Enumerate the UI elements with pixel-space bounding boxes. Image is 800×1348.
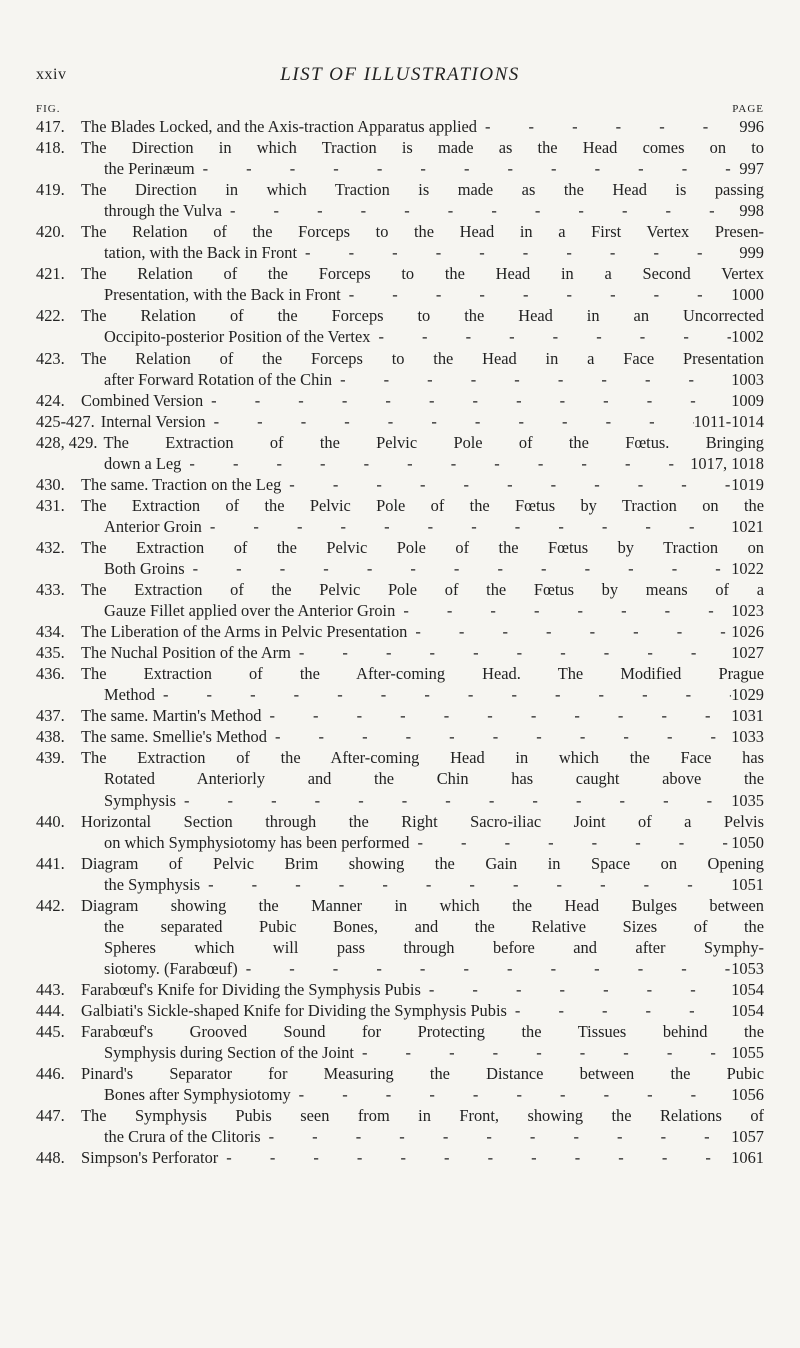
list-item xyxy=(36,979,764,1000)
entry-line xyxy=(36,663,764,684)
entry-line xyxy=(36,326,764,347)
entry-title: tation, with the Back in Front xyxy=(104,243,298,263)
dot-leader xyxy=(507,1000,731,1021)
entry-line xyxy=(36,937,764,958)
page-reference: 1033 xyxy=(731,727,764,747)
entry-line xyxy=(36,158,764,179)
figure-number: 424. xyxy=(36,390,65,410)
figure-number: 431. xyxy=(36,495,65,515)
figure-number: 435. xyxy=(36,643,65,663)
page-reference: 1019 xyxy=(731,474,764,494)
entry-line xyxy=(36,832,764,853)
entry-title: Bones after Symphysiotomy xyxy=(104,1085,291,1105)
list-item xyxy=(36,621,764,642)
entry-title: The same. Smellie's Method xyxy=(81,727,267,747)
dot-leader xyxy=(341,284,731,305)
entry-title: The Blades Locked, and the Axis-traction Apparatus applied xyxy=(81,117,477,136)
entry-title: Presentation, with the Back in Front xyxy=(104,285,341,305)
entry-line xyxy=(36,137,764,158)
dot-leader xyxy=(181,453,690,474)
page-reference: 1050 xyxy=(731,832,764,852)
dot-leader xyxy=(185,558,732,579)
entry-line xyxy=(36,726,764,747)
entry-title: the Crura of the Clitoris xyxy=(104,1127,261,1147)
list-item xyxy=(36,179,764,221)
entry-title: The Extraction of the After-coming Head in which the Face has xyxy=(81,748,764,768)
entry-line xyxy=(36,474,764,495)
entry-line xyxy=(36,1147,764,1168)
entry-line xyxy=(36,600,764,621)
entry-line xyxy=(36,853,764,874)
list-item xyxy=(36,305,764,347)
entry-title: The Relation of the Forceps to the Head in a First Vertex Presen- xyxy=(81,222,764,242)
entry-line xyxy=(36,1021,764,1042)
entry-title: The Extraction of the Pelvic Pole of the Fœtus by Traction on the xyxy=(81,495,764,515)
entry-line xyxy=(36,747,764,768)
entry-line xyxy=(36,411,764,432)
figure-number: 447. xyxy=(36,1106,65,1126)
dot-leader xyxy=(218,1147,731,1168)
dot-leader xyxy=(155,684,731,705)
list-item xyxy=(36,348,764,390)
dot-leader xyxy=(206,411,694,432)
list-item xyxy=(36,705,764,726)
dot-leader xyxy=(176,790,731,811)
entry-title: down a Leg xyxy=(104,453,182,473)
dot-leader xyxy=(261,705,731,726)
entry-title: Farabœuf's Grooved Sound for Protecting the Tissues behind the xyxy=(81,1022,764,1042)
figure-number: 439. xyxy=(36,748,65,768)
entry-line xyxy=(36,348,764,369)
figure-number: 437. xyxy=(36,706,65,726)
dot-leader xyxy=(238,958,732,979)
dot-leader xyxy=(421,979,731,1000)
list-item xyxy=(36,811,764,853)
page-reference: 997 xyxy=(739,159,764,179)
entry-line xyxy=(36,179,764,200)
dot-leader xyxy=(477,116,739,137)
figure-number: 422. xyxy=(36,306,65,326)
entry-title: The Relation of the Forceps to the Head in a Second Vertex xyxy=(81,264,764,284)
entry-line xyxy=(36,432,764,453)
entry-line xyxy=(36,263,764,284)
entry-line xyxy=(36,516,764,537)
entry-line xyxy=(36,284,764,305)
entry-line xyxy=(36,242,764,263)
dot-leader xyxy=(267,726,731,747)
entry-title: The same. Traction on the Leg xyxy=(81,474,282,494)
figure-number: 445. xyxy=(36,1022,65,1042)
entry-title: Pinard's Separator for Measuring the Distance between the Pubic xyxy=(81,1064,764,1084)
figure-number: 417. xyxy=(36,117,65,136)
entry-line xyxy=(36,537,764,558)
entry-title: The Nuchal Position of the Arm xyxy=(81,643,291,663)
list-item xyxy=(36,137,764,179)
list-item xyxy=(36,1063,764,1105)
dot-leader xyxy=(202,516,731,537)
entry-title: the Perinæum xyxy=(104,159,195,179)
entry-line xyxy=(36,1063,764,1084)
figure-number: 419. xyxy=(36,180,65,200)
list-item xyxy=(36,663,764,705)
running-head xyxy=(0,64,800,88)
entry-line xyxy=(36,221,764,242)
entry-title: Method xyxy=(104,685,155,705)
list-item xyxy=(36,432,764,474)
entry-line xyxy=(36,768,764,789)
entry-title: The Symphysis Pubis seen from in Front, showing the Relations of xyxy=(81,1106,764,1126)
figure-number: 432. xyxy=(36,537,65,557)
figure-number: 441. xyxy=(36,853,65,873)
list-item xyxy=(36,263,764,305)
entry-title: Diagram showing the Manner in which the Head Bulges between xyxy=(81,895,764,915)
list-item xyxy=(36,537,764,579)
entry-title: Diagram of Pelvic Brim showing the Gain in Space on Opening xyxy=(81,853,764,873)
entry-line xyxy=(36,874,764,895)
figure-number: 444. xyxy=(36,1000,65,1020)
figure-number: 425-427. xyxy=(36,411,95,431)
figure-number: 436. xyxy=(36,664,65,684)
fig-column-label: FIG. xyxy=(36,103,61,115)
entry-title: Spheres which will pass through before and after Symphy- xyxy=(104,937,764,957)
entry-title: Horizontal Section through the Right Sacro-iliac Joint of a Pelvis xyxy=(81,811,764,831)
list-item xyxy=(36,474,764,495)
entry-title: on which Symphysiotomy has been performed xyxy=(104,832,410,852)
entry-title: The same. Martin's Method xyxy=(81,706,262,726)
list-item xyxy=(36,726,764,747)
entry-title: Rotated Anteriorly and the Chin has caught above the xyxy=(104,769,764,789)
list-item xyxy=(36,1105,764,1147)
list-item xyxy=(36,895,764,979)
figure-number: 421. xyxy=(36,264,65,284)
entry-title: Anterior Groin xyxy=(104,516,202,536)
page-reference: 996 xyxy=(739,117,764,136)
entry-title: The Relation of the Forceps to the Head in a Face Presentation xyxy=(81,348,764,368)
dot-leader xyxy=(261,1126,732,1147)
entry-line xyxy=(36,116,764,137)
entry-line xyxy=(36,495,764,516)
list-item xyxy=(36,390,764,411)
dot-leader xyxy=(281,474,731,495)
figure-number: 448. xyxy=(36,1148,65,1168)
entry-title: Simpson's Perforator xyxy=(81,1148,219,1168)
dot-leader xyxy=(395,600,731,621)
illustrations-list xyxy=(36,116,764,1168)
entry-title: The Direction in which Traction is made as the Head is passing xyxy=(81,180,764,200)
page-reference: 1054 xyxy=(731,1000,764,1020)
figure-number: 446. xyxy=(36,1064,65,1084)
dot-leader xyxy=(222,200,739,221)
entry-title: Occipito-posterior Position of the Vertex xyxy=(104,327,371,347)
dot-leader xyxy=(291,1084,732,1105)
page-reference: 998 xyxy=(739,201,764,221)
figure-number: 434. xyxy=(36,622,65,642)
entry-line xyxy=(36,1000,764,1021)
figure-number: 442. xyxy=(36,895,65,915)
entry-line xyxy=(36,390,764,411)
entry-line xyxy=(36,1126,764,1147)
list-item xyxy=(36,579,764,621)
list-item xyxy=(36,1000,764,1021)
entry-line xyxy=(36,705,764,726)
entry-title: through the Vulva xyxy=(104,201,222,221)
entry-title: The Extraction of the Pelvic Pole of the Fœtus by Traction on xyxy=(81,537,764,557)
page-reference: 1021 xyxy=(731,516,764,536)
entry-title: The Extraction of the After-coming Head. The Modified Prague xyxy=(81,664,764,684)
dot-leader xyxy=(370,326,731,347)
entry-line xyxy=(36,811,764,832)
dot-leader xyxy=(200,874,731,895)
entry-line xyxy=(36,200,764,221)
entry-title: The Liberation of the Arms in Pelvic Presentation xyxy=(81,622,408,642)
entry-title: Combined Version xyxy=(81,390,204,410)
entry-title: Symphysis during Section of the Joint xyxy=(104,1043,354,1063)
list-item xyxy=(36,642,764,663)
figure-number: 420. xyxy=(36,222,65,242)
page-reference: 1027 xyxy=(731,643,764,663)
entry-line xyxy=(36,642,764,663)
entry-line xyxy=(36,790,764,811)
page-reference: 1061 xyxy=(731,1148,764,1168)
entry-line xyxy=(36,895,764,916)
dot-leader xyxy=(297,242,739,263)
entry-title: Farabœuf's Knife for Dividing the Symphysis Pubis xyxy=(81,979,421,999)
page-reference: 1035 xyxy=(731,790,764,810)
entry-line xyxy=(36,979,764,1000)
page-title: LIST OF ILLUSTRATIONS xyxy=(280,64,520,85)
page-reference: 1009 xyxy=(731,390,764,410)
figure-number: 430. xyxy=(36,474,65,494)
page-column-label: PAGE xyxy=(732,103,764,115)
figure-number: 423. xyxy=(36,348,65,368)
page-reference: 999 xyxy=(739,243,764,263)
page-reference: 1053 xyxy=(731,958,764,978)
list-item xyxy=(36,116,764,137)
dot-leader xyxy=(354,1042,731,1063)
page-reference: 1017, 1018 xyxy=(690,453,764,473)
entry-line xyxy=(36,684,764,705)
dot-leader xyxy=(409,832,731,853)
entry-title: Both Groins xyxy=(104,558,185,578)
entry-line xyxy=(36,621,764,642)
page-reference: 1054 xyxy=(731,979,764,999)
figure-number: 433. xyxy=(36,580,65,600)
page-reference: 1057 xyxy=(731,1127,764,1147)
list-item xyxy=(36,495,764,537)
figure-number: 428, 429. xyxy=(36,432,98,452)
list-item xyxy=(36,221,764,263)
entry-line xyxy=(36,958,764,979)
figure-number: 418. xyxy=(36,138,65,158)
entry-title: Symphysis xyxy=(104,790,176,810)
dot-leader xyxy=(203,390,731,411)
page-reference: 1055 xyxy=(731,1043,764,1063)
page-reference: 1029 xyxy=(731,685,764,705)
figure-number: 438. xyxy=(36,727,65,747)
entry-title: Gauze Fillet applied over the Anterior Groin xyxy=(104,601,396,621)
dot-leader xyxy=(407,621,731,642)
list-item xyxy=(36,747,764,810)
page-reference: 1022 xyxy=(731,558,764,578)
list-item xyxy=(36,1147,764,1168)
page-reference: 1003 xyxy=(731,369,764,389)
entry-line xyxy=(36,558,764,579)
dot-leader xyxy=(291,642,731,663)
entry-line xyxy=(36,1105,764,1126)
entry-title: The Relation of the Forceps to the Head in an Uncorrected xyxy=(81,306,764,326)
entry-title: The Extraction of the Pelvic Pole of the Fœtus. Bringing xyxy=(103,432,764,452)
entry-line xyxy=(36,579,764,600)
page-reference: 1026 xyxy=(731,622,764,642)
page-reference: 1000 xyxy=(731,285,764,305)
entry-line xyxy=(36,1042,764,1063)
entry-title: siotomy. (Farabœuf) xyxy=(104,958,238,978)
entry-title: the Symphysis xyxy=(104,874,201,894)
figure-number: 443. xyxy=(36,979,65,999)
entry-title: The Direction in which Traction is made as the Head comes on to xyxy=(81,138,764,158)
page-reference: 1011-1014 xyxy=(693,411,764,431)
list-item xyxy=(36,411,764,432)
page-reference: 1002 xyxy=(731,327,764,347)
list-item xyxy=(36,1021,764,1063)
dot-leader xyxy=(332,369,731,390)
figure-number: 440. xyxy=(36,811,65,831)
page-number: xxiv xyxy=(36,66,67,83)
entry-title: Galbiati's Sickle-shaped Knife for Dividing the Symphysis Pubis xyxy=(81,1000,507,1020)
list-item xyxy=(36,853,764,895)
entry-title: the separated Pubic Bones, and the Relative Sizes of the xyxy=(104,916,764,936)
entry-line xyxy=(36,453,764,474)
page-reference: 1031 xyxy=(731,706,764,726)
entry-title: after Forward Rotation of the Chin xyxy=(104,369,333,389)
entry-title: Internal Version xyxy=(100,411,206,431)
entry-line xyxy=(36,1084,764,1105)
entry-line xyxy=(36,305,764,326)
dot-leader xyxy=(195,158,740,179)
page-reference: 1023 xyxy=(731,601,764,621)
entry-line xyxy=(36,369,764,390)
page-reference: 1056 xyxy=(731,1085,764,1105)
entry-line xyxy=(36,916,764,937)
page-reference: 1051 xyxy=(731,874,764,894)
entry-title: The Extraction of the Pelvic Pole of the Fœtus by means of a xyxy=(81,580,764,600)
